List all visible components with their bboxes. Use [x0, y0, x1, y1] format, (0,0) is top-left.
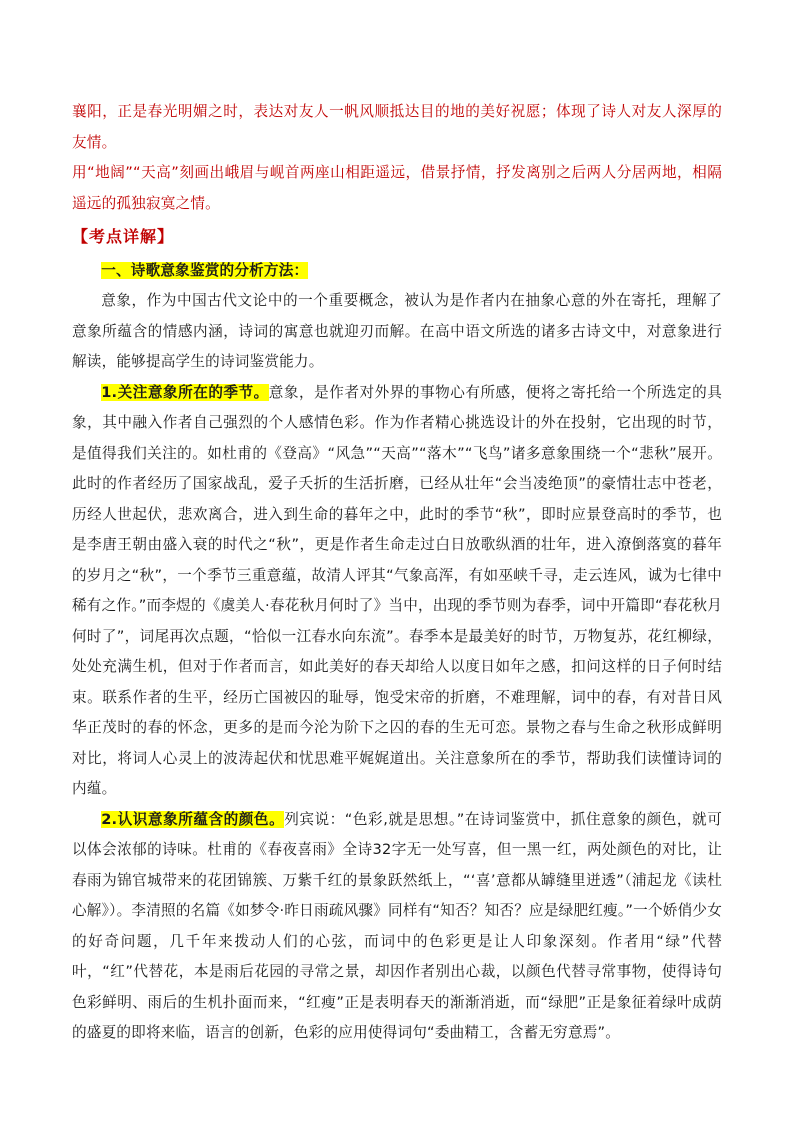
section-subtitle-text: 一、诗歌意象鉴赏的分析方法：: [101, 261, 309, 279]
point-2-paragraph: [72, 805, 722, 1049]
intro-red-paragraph-1: 襄阳，正是春光明媚之时，表达对友人一帆风顺抵达目的地的美好祝愿；体现了诗人对友人深厚的友情。: [72, 103, 722, 151]
document-body: [72, 97, 722, 1049]
point-2-body: 列宾说：“色彩,就是思想。”在诗词鉴赏中，抓住意象的颜色，就可以体会浓郁的诗味。杜甫的《春夜喜雨》全诗32字无一处写喜，但一黑一红，两处颜色的对比，让春雨为锦官城带来的花团锦簇、万紫千红的景象跃然纸上，“‘喜’意都从罅缝里迸透”（浦起龙《读杜心解》）。李清照的名篇《如梦令·昨日雨疏风骤》同样有“知否？知否？应是绿肥红瘦。”一个娇俏少女的好奇问题，几千年来拨动人们的心弦，而词中的色彩更是让人印象深刻。作者用“绿”代替叶，“红”代替花，本是雨后花园的寻常之景，却因作者别出心裁，以颜色代替寻常事物，使得诗句色彩鲜明、雨后的生机扑面而来，“红瘦”正是表明春天的渐渐消逝，而“绿肥”正是象征着绿叶成荫的盛夏的即将来临，语言的创新，色彩的应用使得词句“委曲精工，含蓄无穷意焉”。: [72, 810, 722, 1041]
point-1-body: 意象，是作者对外界的事物心有所感，便将之寄托给一个所选定的具象，其中融入作者自己强烈的个人感情色彩。作为作者精心挑选设计的外在投射，它出现的时节，是值得我们关注的。如杜甫的《登高》“风急”“天高”“落木”“飞鸟”诸多意象围绕一个“悲秋”展开。此时的作者经历了国家战乱，爱子夭折的生活折磨，已经从壮年“会当凌绝顶”的豪情壮志中苍老，历经人世起伏，悲欢离合，进入到生命的暮年之中，此时的季节“秋”，即时应景登高时的季节，也是李唐王朝由盛入衰的时代之“秋”，更是作者生命走过白日放歌纵酒的壮年，进入潦倒落寞的暮年的岁月之“秋”，一个季节三重意蕴，故清人评其“气象高浑，有如巫峡千寻，走云连风，诚为七律中稀有之作。”而李煜的《虞美人·春花秋月何时了》当中，出现的季节则为春季，词中开篇即“春花秋月何时了”，词尾再次点题，“恰似一江春水向东流”。春季本是最美好的时节，万物复苏，花红柳绿，处处充满生机，但对于作者而言，如此美好的春天却给人以度日如年之感，扣问这样的日子何时结束。联系作者的生平，经历亡国被囚的耻辱，饱受宋帝的折磨，不难理解，词中的春，有对昔日风华正茂时的春的怀念，更多的是而今沦为阶下之囚的春的生无可恋。景物之春与生命之秋形成鲜明对比，将词人心灵上的波涛起伏和忧思难平娓娓道出。关注意象所在的季节，帮助我们读懂诗词的内蕴。: [72, 383, 722, 797]
point-1-paragraph: [72, 378, 722, 805]
section-title: 【考点详解】: [72, 227, 175, 246]
point-2-heading: 2.认识意象所蕴含的颜色。: [101, 810, 285, 828]
point-1-heading: 1.关注意象所在的季节。: [101, 383, 269, 401]
intro-paragraph: 意象，作为中国古代文论中的一个重要概念，被认为是作者内在抽象心意的外在寄托，理解了意象所蕴含的情感内涵，诗词的寓意也就迎刃而解。在高中语文所选的诸多古诗文中，对意象进行解读，能够提高学生的诗词鉴赏能力。: [72, 292, 722, 370]
section-subtitle: [72, 256, 722, 287]
intro-red-paragraph-2: 用“地阔”“天高”刻画出峨眉与岘首两座山相距遥远，借景抒情，抒发离别之后两人分居两地，相隔遥远的孤独寂寞之情。: [72, 164, 722, 212]
